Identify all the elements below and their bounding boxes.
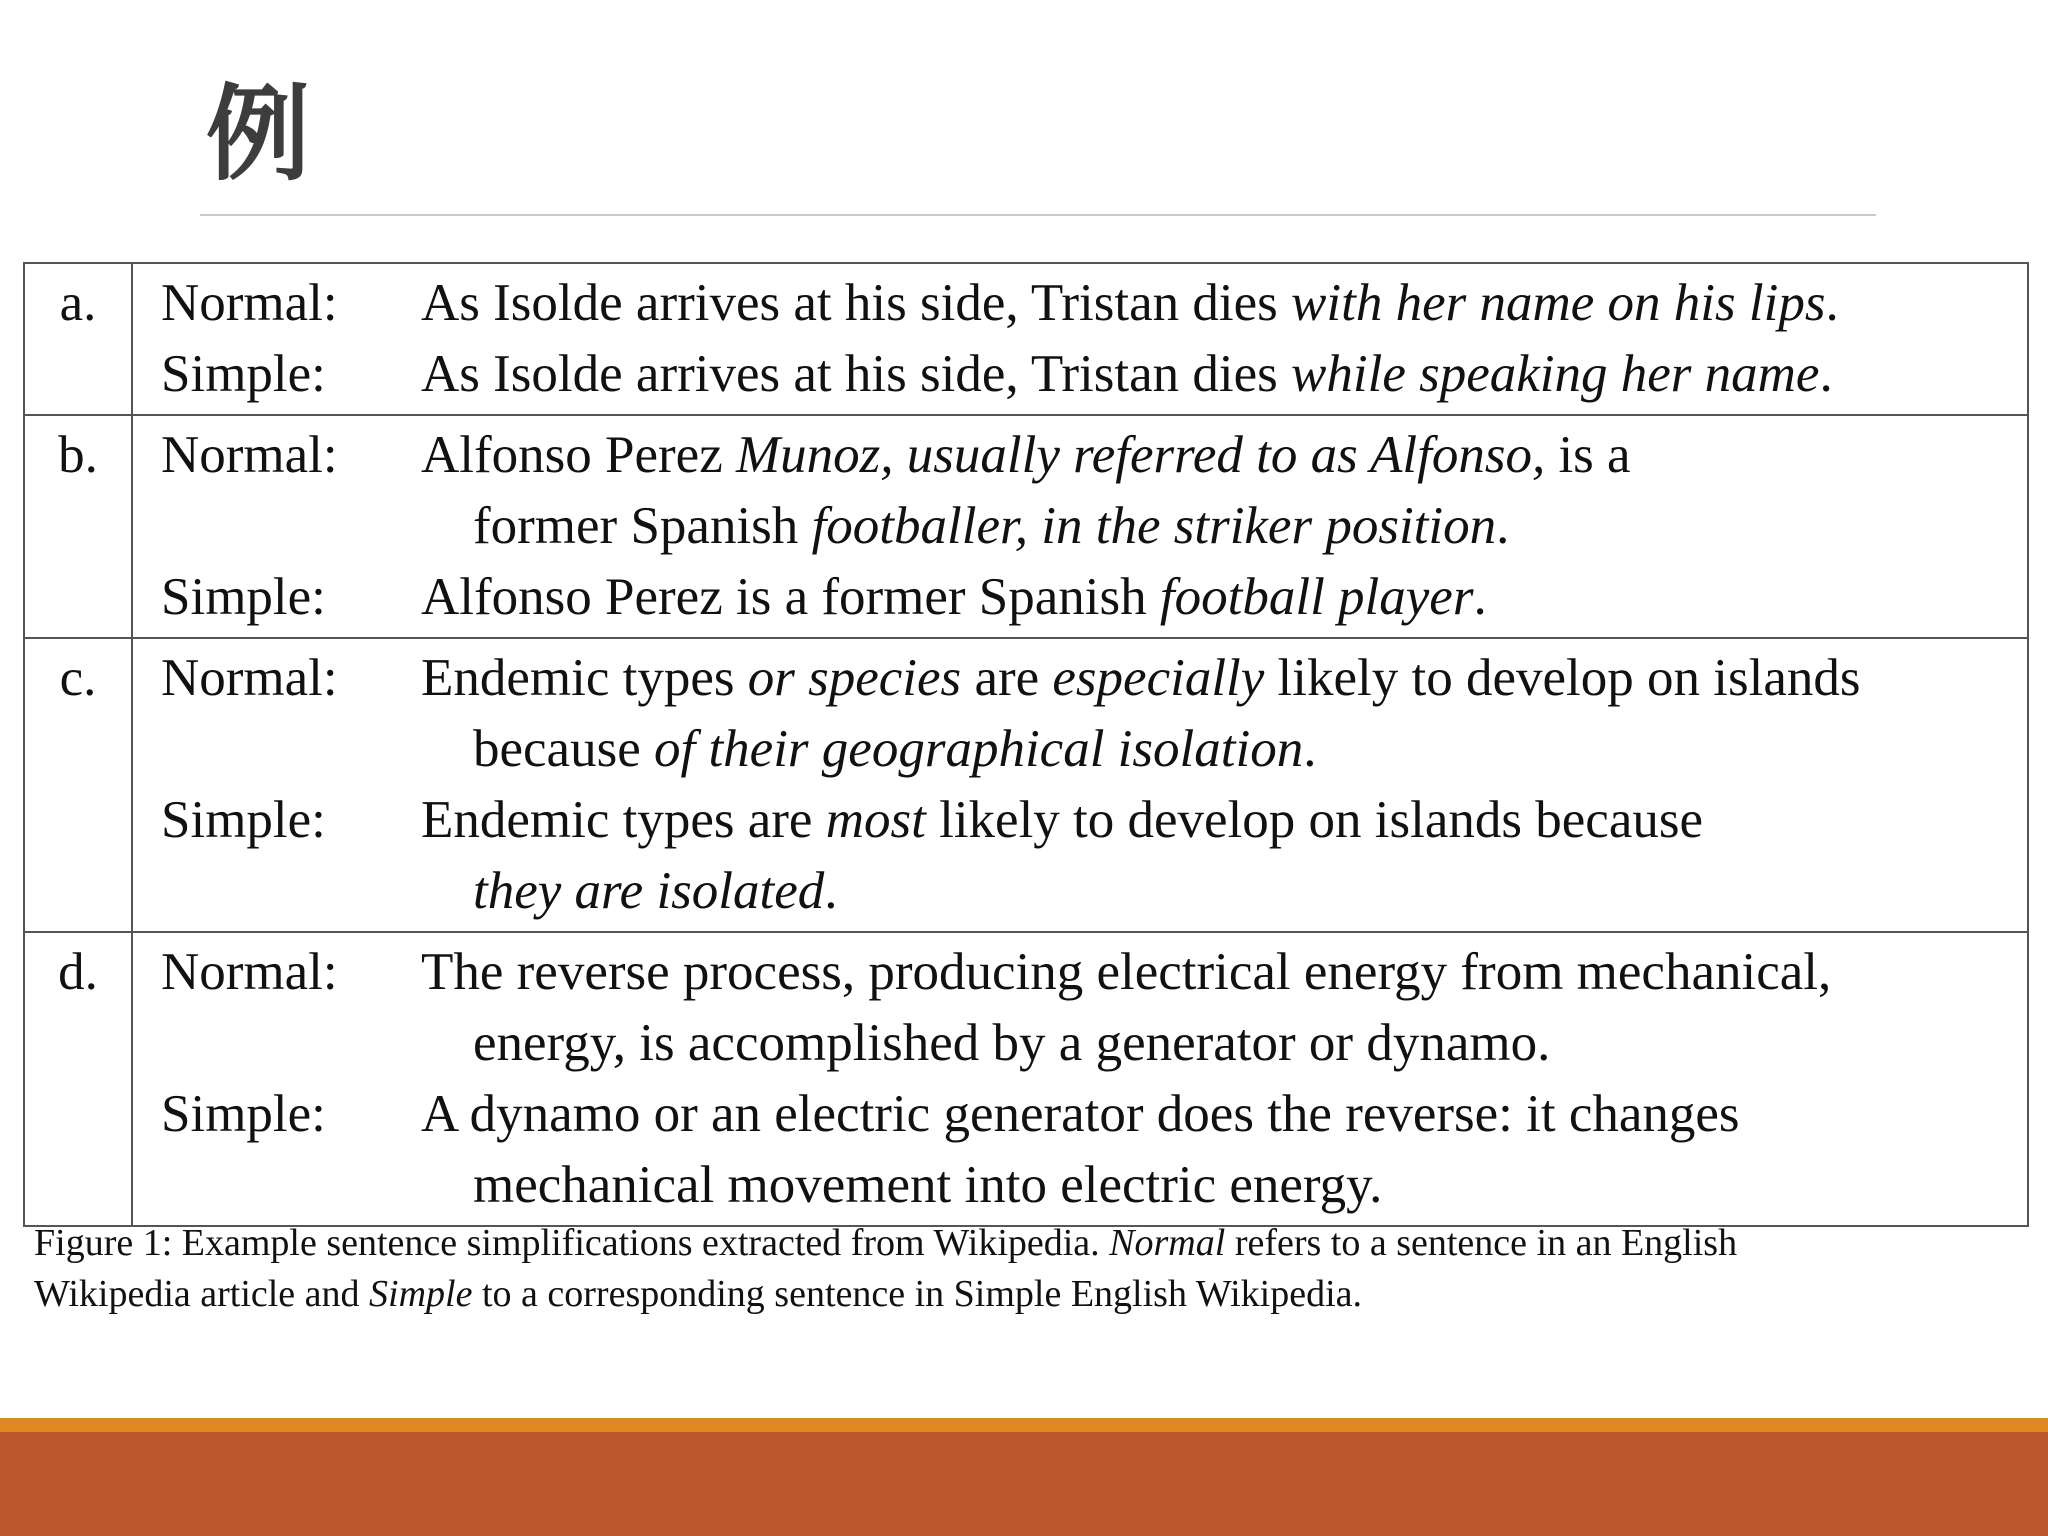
simple-label: Simple: [161, 791, 326, 849]
sentence-text: . [1819, 345, 1833, 403]
example-row [24, 263, 2028, 415]
simple-sentence [421, 1079, 2027, 1150]
normal-line [161, 937, 2027, 1008]
normal-label: Normal: [161, 426, 338, 484]
sentence-text: As Isolde arrives at his side, Tristan dies [421, 274, 1292, 332]
sentence-text: . [1473, 568, 1487, 626]
normal-label: Normal: [161, 943, 338, 1001]
sentence-text: energy, is accomplished by a generator or dynamo. [473, 1014, 1551, 1072]
examples-table [23, 262, 2029, 1227]
sentence-text: are [961, 649, 1053, 707]
footer-bar [0, 1432, 2048, 1536]
normal-sentence [421, 643, 2027, 714]
normal-line [161, 420, 2027, 491]
normal-sentence [421, 937, 2027, 1008]
emphasized-text: while speaking her name [1291, 345, 1820, 403]
sentence-text: . [1496, 497, 1510, 555]
example-sentences [132, 638, 2028, 932]
caption-term-normal: Normal [1109, 1222, 1226, 1264]
example-letter: c. [24, 638, 132, 932]
sentence-text: mechanical movement into electric energy. [473, 1156, 1383, 1214]
caption-text-2: refers to a sentence in an English [1225, 1222, 1738, 1264]
sentence-text: former Spanish [473, 497, 812, 555]
example-sentences [132, 932, 2028, 1226]
simple-sentence [421, 339, 2027, 410]
sentence-text: The reverse process, producing electrical energy from mechanical, [421, 943, 1832, 1001]
sentence-text: Endemic types [421, 649, 748, 707]
normal-label: Normal: [161, 649, 338, 707]
caption-text-1: Figure 1: Example sentence simplifications extracted from Wikipedia. [34, 1222, 1110, 1264]
sentence-text: Endemic types are [421, 791, 826, 849]
normal-continuation [161, 1008, 2027, 1079]
example-letter: b. [24, 415, 132, 638]
simple-line [161, 785, 2027, 856]
emphasized-text: especially [1052, 649, 1265, 707]
footer-accent-stripe [0, 1418, 2048, 1432]
normal-label: Normal: [161, 274, 338, 332]
normal-line [161, 643, 2027, 714]
sentence-text: . [1825, 274, 1839, 332]
sentence-text: likely to develop on islands because [925, 791, 1703, 849]
sentence-text: likely to develop on islands [1264, 649, 1861, 707]
normal-sentence [421, 420, 2027, 491]
emphasized-text: football player [1159, 568, 1474, 626]
sentence-text: As Isolde arrives at his side, Tristan dies [421, 345, 1292, 403]
example-letter: a. [24, 263, 132, 415]
slide-title: 例 [206, 73, 311, 195]
example-sentences [132, 415, 2028, 638]
sentence-text: Alfonso Perez is a former Spanish [421, 568, 1160, 626]
example-row [24, 415, 2028, 638]
example-row [24, 638, 2028, 932]
sentence-text: Alfonso Perez [421, 426, 736, 484]
simple-line [161, 339, 2027, 410]
normal-sentence [421, 268, 2027, 339]
emphasized-text: of their geographical isolation [653, 720, 1304, 778]
caption-term-simple: Simple [369, 1273, 473, 1315]
simple-continuation [161, 856, 2027, 927]
sentence-text: . [1303, 720, 1317, 778]
simple-sentence [421, 562, 2027, 633]
example-letter: d. [24, 932, 132, 1226]
example-sentences [132, 263, 2028, 415]
figure-caption [34, 1218, 2010, 1320]
simple-label: Simple: [161, 568, 326, 626]
simple-sentence [421, 785, 2027, 856]
caption-text-3: Wikipedia article and [34, 1273, 370, 1315]
caption-text-4: to a corresponding sentence in Simple English Wikipedia. [472, 1273, 1363, 1315]
simple-continuation [161, 1150, 2027, 1221]
normal-line [161, 268, 2027, 339]
example-row [24, 932, 2028, 1226]
normal-continuation [161, 714, 2027, 785]
emphasized-text: with her name on his lips [1291, 274, 1826, 332]
simple-label: Simple: [161, 1085, 326, 1143]
normal-continuation [161, 491, 2027, 562]
title-divider [200, 214, 1876, 216]
simple-label: Simple: [161, 345, 326, 403]
sentence-text: because [473, 720, 654, 778]
sentence-text: . [824, 862, 838, 920]
emphasized-text: or species [747, 649, 962, 707]
emphasized-text: Munoz, usually referred to as Alfonso, [735, 426, 1546, 484]
simple-line [161, 562, 2027, 633]
examples-body [24, 263, 2028, 1226]
sentence-text: is a [1545, 426, 1631, 484]
simple-line [161, 1079, 2027, 1150]
sentence-text: A dynamo or an electric generator does the reverse: it changes [421, 1085, 1740, 1143]
emphasized-text: they are isolated [473, 862, 825, 920]
emphasized-text: footballer, in the striker position [811, 497, 1497, 555]
emphasized-text: most [825, 791, 926, 849]
